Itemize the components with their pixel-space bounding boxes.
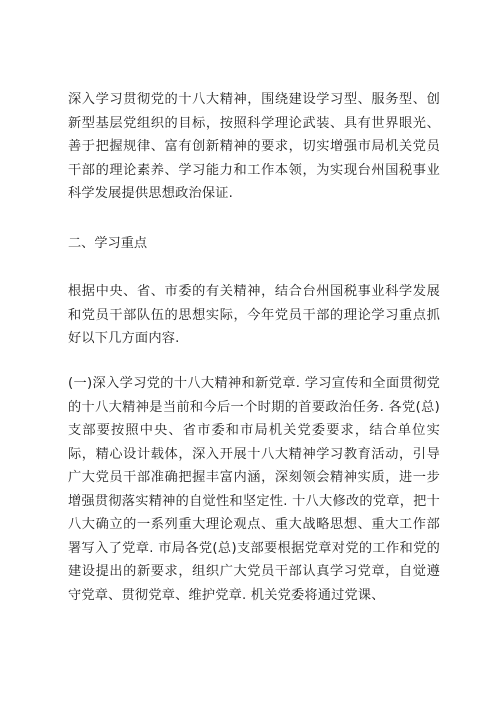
paragraph-study-basis: 根据中央、省、市委的有关精神，结合台州国税事业科学发展和党员干部队伍的思想实际，今年党员干部的理论学习重点抓好以下几方面内容. bbox=[68, 284, 440, 346]
paragraph-item-one: (一)深入学习党的十八大精神和新党章. 学习宣传和全面贯彻党的十八大精神是当前和今后一个时期的首要政治任务. 各党(总)支部要按照中央、省市委和市局机关党委要求，结合单位实际，精心设计载体，深入开展十八大精神学习教育活动，引导广大党员干部准确把握丰富内涵，深刻领会精神实质，进一步增强贯彻落实精神的自觉性和坚定性. 十八大修改的党章，把十八大确立的一系列重大理论观点、重大战略思想、重大工作部署写入了党章. 市局各党(总)支部要根据党章对党的工作和党的建设提出的新要求，组织广大党员干部认真学习党章，自觉遵守党章、贯彻党章、维护党章. 机关党委将通过党课、 bbox=[68, 376, 440, 603]
section-heading-study-focus: 二、学习重点 bbox=[68, 236, 148, 251]
paragraph-goals: 深入学习贯彻党的十八大精神，围绕建设学习型、服务型、创新型基层党组织的目标，按照科学理论武装、具有世界眼光、善于把握规律、富有创新精神的要求，切实增强市局机关党员干部的理论素养、学习能力和工作本领，为实现台州国税事业科学发展提供思想政治保证. bbox=[68, 92, 440, 201]
